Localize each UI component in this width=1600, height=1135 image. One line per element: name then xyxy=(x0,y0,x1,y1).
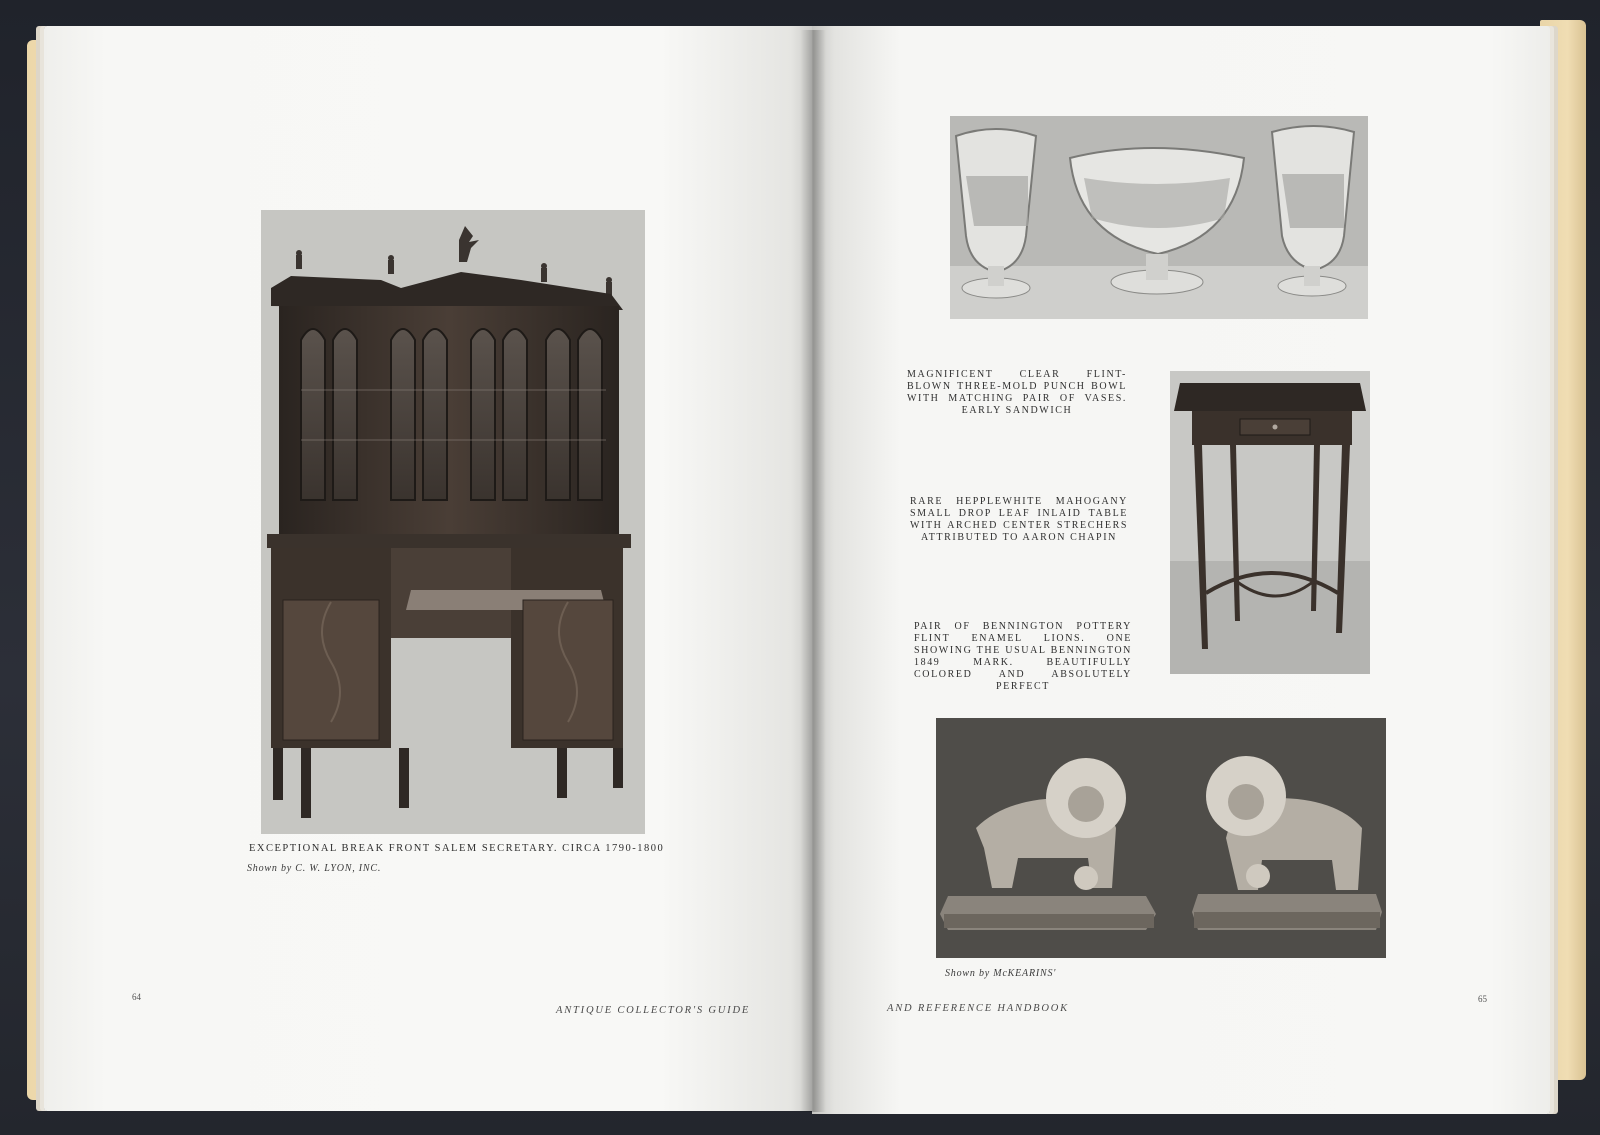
drop-leaf-table-caption: RARE HEPPLEWHITE MAHOGANY SMALL DROP LEAF INLAID TABLE WITH ARCHED CENTER STRECHERS ATTRIBUTED TO AARON CHAPIN xyxy=(910,496,1128,543)
secretary-credit: Shown by C. W. LYON, INC. xyxy=(247,863,382,874)
running-title-right: AND REFERENCE HANDBOOK xyxy=(887,1003,1069,1014)
page-number-right: 65 xyxy=(1478,994,1487,1004)
left-page xyxy=(44,26,814,1111)
glassware-illustration xyxy=(950,116,1368,319)
table-illustration xyxy=(1170,371,1370,674)
running-title-left: ANTIQUE COLLECTOR'S GUIDE xyxy=(556,1005,751,1016)
lions-illustration xyxy=(936,718,1386,958)
secretary-caption: EXCEPTIONAL BREAK FRONT SALEM SECRETARY. CIRCA 1790-1800 xyxy=(249,843,665,854)
right-page xyxy=(812,26,1550,1114)
secretary-photo xyxy=(261,210,645,834)
secretary-illustration xyxy=(261,210,645,834)
lions-caption: PAIR OF BENNINGTON POTTERY FLINT ENAMEL LIONS. ONE SHOWING THE USUAL BENNINGTON 1849 MARK. BEAUTIFULLY COLORED AND ABSOLUTELY PERFECT xyxy=(914,621,1132,692)
glass-bowl-vases-photo xyxy=(950,116,1368,319)
page-number-left: 64 xyxy=(132,992,141,1002)
punch-bowl-caption: MAGNIFICENT CLEAR FLINT-BLOWN THREE-MOLD PUNCH BOWL WITH MATCHING PAIR OF VASES. EARLY SANDWICH xyxy=(907,369,1127,416)
bennington-lions-photo xyxy=(936,718,1386,958)
lions-credit: Shown by McKEARINS' xyxy=(945,968,1057,979)
drop-leaf-table-photo xyxy=(1170,371,1370,674)
